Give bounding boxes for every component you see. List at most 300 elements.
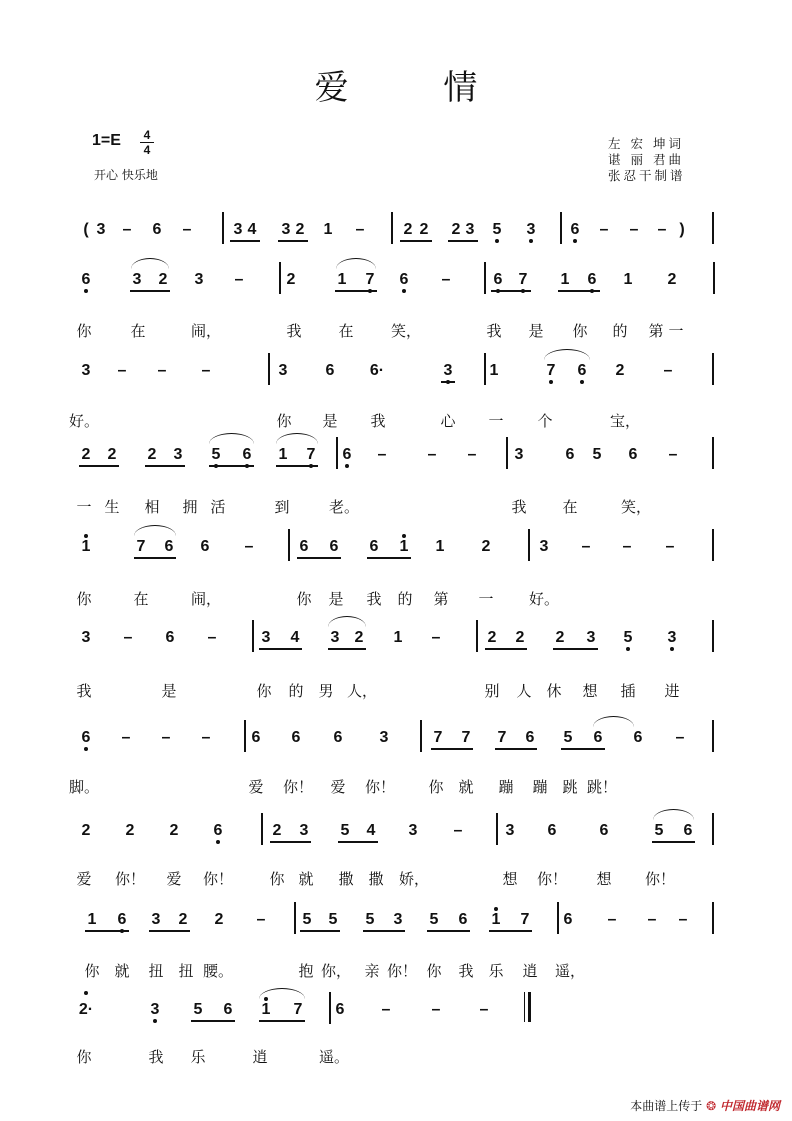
lyric-syllable: 蹦: [532, 778, 548, 796]
note: 3: [505, 822, 515, 839]
note: 3: [81, 362, 91, 379]
lyric-syllable: 在: [562, 498, 578, 516]
lyric-syllable: 好。: [529, 590, 560, 608]
note: 6: [335, 445, 359, 465]
note: 3: [96, 221, 106, 238]
bar-line: [560, 212, 562, 244]
lyric-syllable: 是: [328, 590, 344, 608]
note: 2: [515, 629, 525, 646]
note: 1: [623, 271, 633, 288]
beam-underline: [338, 841, 378, 843]
note: –: [431, 629, 441, 646]
note: 2: [451, 221, 461, 238]
lyric-syllable: 你: [76, 590, 92, 608]
note: 7: [299, 445, 323, 465]
lyric-syllable: 人，: [347, 682, 378, 700]
beam-underline: [652, 841, 695, 843]
note: 2: [272, 822, 282, 839]
lyric-syllable: 休: [546, 682, 562, 700]
note: 6: [563, 220, 587, 240]
note: 6: [547, 822, 557, 839]
note: –: [431, 1001, 441, 1018]
beam-underline: [335, 290, 377, 292]
note: 6: [152, 221, 162, 238]
note: 1: [337, 271, 347, 288]
lyric-syllable: 爱: [76, 870, 92, 888]
lyric-syllable: 男: [318, 682, 334, 700]
note: 6: [458, 911, 468, 928]
octave-dot-above: [402, 534, 406, 538]
note: 2·: [74, 1000, 98, 1020]
note: 3: [278, 362, 288, 379]
beam-underline: [85, 930, 129, 932]
note: –: [355, 221, 365, 238]
note: –: [647, 911, 657, 928]
note: 7: [358, 270, 382, 290]
note: –: [441, 271, 451, 288]
note: 1: [323, 221, 333, 238]
note: 3: [379, 729, 389, 746]
lyric-syllable: 一: [488, 412, 504, 430]
note: 1: [560, 271, 570, 288]
time-signature-bottom: 4: [143, 143, 151, 157]
note: 2: [419, 221, 429, 238]
lyric-syllable: 在: [133, 590, 149, 608]
bar-line: [268, 353, 270, 385]
octave-dot-above: [494, 907, 498, 911]
lyric-syllable: 老。: [329, 498, 360, 516]
beam-underline: [259, 1020, 305, 1022]
note: 3: [233, 221, 243, 238]
bar-line: [484, 262, 486, 294]
beam-underline: [278, 240, 308, 242]
lyric-syllable: 闹，: [191, 590, 222, 608]
note: 5: [592, 446, 602, 463]
lyric-syllable: 跳！: [587, 778, 618, 796]
octave-dot-above: [84, 991, 88, 995]
octave-dot-below: [549, 380, 553, 384]
note: –: [599, 221, 609, 238]
note: 6: [392, 270, 416, 290]
note: 3: [132, 271, 142, 288]
note: 2: [214, 911, 224, 928]
note: 2: [354, 629, 364, 646]
bar-line: [329, 992, 331, 1024]
beam-underline: [134, 557, 176, 559]
lyric-syllable: 我: [76, 682, 92, 700]
note: 7: [136, 538, 146, 555]
bar-line: [713, 262, 715, 294]
song-title: 爱 情: [314, 68, 520, 108]
beam-underline: [209, 465, 254, 467]
lyric-syllable: 你！: [115, 870, 146, 888]
lyric-syllable: 你: [84, 962, 100, 980]
note: 2: [555, 629, 565, 646]
lyric-syllable: 爱: [166, 870, 182, 888]
lyric-syllable: 蹦: [498, 778, 514, 796]
beam-underline: [485, 648, 527, 650]
lyric-syllable: 我: [148, 1048, 164, 1066]
note: 2: [147, 446, 157, 463]
note: –: [607, 911, 617, 928]
lyric-syllable: 你: [256, 682, 272, 700]
note: –: [234, 271, 244, 288]
bar-line: [336, 437, 338, 469]
slur-arc: [259, 988, 305, 999]
lyric-syllable: 你，: [321, 962, 352, 980]
beam-underline: [561, 748, 605, 750]
lyric-syllable: 是: [161, 682, 177, 700]
note: 3: [281, 221, 291, 238]
lyric-syllable: 你: [76, 1048, 92, 1066]
lyric-syllable: 逍: [522, 962, 538, 980]
beam-underline: [558, 290, 600, 292]
lyric-syllable: 你！: [203, 870, 234, 888]
beam-underline: [149, 930, 190, 932]
octave-dot-below: [529, 239, 533, 243]
note: 2: [169, 822, 179, 839]
beam-underline: [427, 930, 470, 932]
note: 2: [487, 629, 497, 646]
bar-line: [557, 902, 559, 934]
note: –: [117, 362, 127, 379]
lyric-syllable: 脚。: [69, 778, 100, 796]
slur-arc: [276, 433, 318, 444]
slur-arc: [134, 525, 176, 536]
beam-underline: [300, 930, 340, 932]
note: 3: [330, 629, 340, 646]
bar-line: [252, 620, 254, 652]
octave-dot-below: [216, 840, 220, 844]
slur-arc: [653, 809, 694, 820]
note: 6: [570, 361, 594, 381]
note: 3: [519, 220, 543, 240]
bar-line: [712, 620, 714, 652]
bar-line: [528, 529, 530, 561]
note: 3: [81, 629, 91, 646]
note: 2: [125, 822, 135, 839]
note: 3: [514, 446, 524, 463]
octave-dot-below: [670, 647, 674, 651]
lyric-syllable: 遥，: [555, 962, 586, 980]
note: 6: [299, 538, 309, 555]
lyric-syllable: 是: [322, 412, 338, 430]
lyric-syllable: 一: [76, 498, 92, 516]
slur-arc: [544, 349, 590, 360]
note: 3: [539, 538, 549, 555]
beam-underline: [191, 1020, 235, 1022]
lyric-syllable: 我: [366, 590, 382, 608]
lyric-syllable: 我: [286, 322, 302, 340]
bar-line: [712, 902, 714, 934]
key-signature: 1=E: [92, 132, 121, 149]
beam-underline: [367, 557, 411, 559]
lyric-syllable: 扭: [148, 962, 164, 980]
note: 6: [164, 538, 174, 555]
lyric-syllable: 第: [433, 590, 449, 608]
lyric-syllable: 闹，: [191, 322, 222, 340]
note: 6: [580, 270, 604, 290]
note: 2: [403, 221, 413, 238]
note: 6: [165, 629, 175, 646]
lyric-syllable: 你！: [365, 778, 396, 796]
time-signature: [140, 129, 154, 156]
note: –: [256, 911, 266, 928]
beam-underline: [145, 465, 185, 467]
note: 7: [293, 1001, 303, 1018]
note: 6: [333, 729, 343, 746]
beam-underline: [79, 465, 119, 467]
note: 1: [489, 362, 499, 379]
octave-dot-below: [495, 239, 499, 243]
note: 6: [206, 821, 230, 841]
lyric-syllable: 你: [428, 778, 444, 796]
note: 5: [654, 822, 664, 839]
note: (: [83, 221, 89, 238]
lyric-syllable: 心: [440, 412, 456, 430]
lyric-syllable: 到: [274, 498, 290, 516]
note: 2: [481, 538, 491, 555]
lyric-syllable: 想: [596, 870, 612, 888]
note: –: [122, 221, 132, 238]
note: –: [207, 629, 217, 646]
bar-line: [222, 212, 224, 244]
note: 6: [593, 729, 603, 746]
site-name: 中国曲谱网: [719, 1099, 780, 1113]
lyric-syllable: 一: [478, 590, 494, 608]
bar-line: [506, 437, 508, 469]
beam-underline: [270, 841, 311, 843]
note: –: [381, 1001, 391, 1018]
note: –: [622, 538, 632, 555]
octave-dot-below: [573, 239, 577, 243]
note: –: [663, 362, 673, 379]
beam-underline: [441, 381, 455, 383]
bar-line: [261, 813, 263, 845]
beam-underline: [448, 240, 478, 242]
note: 6: [335, 1001, 345, 1018]
lyric-syllable: 个: [537, 412, 553, 430]
note: 4: [247, 221, 257, 238]
site-logo-icon: ❂: [706, 1099, 717, 1113]
note: 3: [143, 1000, 167, 1020]
lyric-syllable: 你！: [645, 870, 676, 888]
beam-underline: [495, 748, 537, 750]
slur-arc: [209, 433, 254, 444]
note: 5: [429, 911, 439, 928]
bar-line: [279, 262, 281, 294]
beam-underline: [431, 748, 473, 750]
lyric-syllable: 就: [458, 778, 474, 796]
note: 6: [74, 270, 98, 290]
slur-arc: [336, 258, 376, 269]
note: –: [377, 446, 387, 463]
note: –: [157, 362, 167, 379]
note: 5: [204, 445, 228, 465]
bar-line: [294, 902, 296, 934]
note: 6: [563, 911, 573, 928]
slur-arc: [593, 716, 634, 727]
note: 4: [366, 822, 376, 839]
note: 5: [616, 628, 640, 648]
lyric-syllable: 想: [502, 870, 518, 888]
lyric-syllable: 一: [668, 322, 684, 340]
footer-upload-note: [630, 1097, 780, 1114]
lyric-syllable: 人: [516, 682, 532, 700]
octave-dot-below: [84, 747, 88, 751]
note: –: [668, 446, 678, 463]
note: 3: [408, 822, 418, 839]
note: 2: [286, 271, 296, 288]
lyric-syllable: 我: [486, 322, 502, 340]
note: 2: [81, 822, 91, 839]
lyric-syllable: 插: [620, 682, 636, 700]
lyric-syllable: 抱: [298, 962, 314, 980]
beam-underline: [400, 240, 432, 242]
note: –: [665, 538, 675, 555]
note: –: [629, 221, 639, 238]
octave-dot-above: [84, 534, 88, 538]
note: –: [244, 538, 254, 555]
lyric-syllable: 宝，: [610, 412, 641, 430]
note: 7: [539, 361, 563, 381]
note: –: [427, 446, 437, 463]
note: –: [453, 822, 463, 839]
note: 3: [261, 629, 271, 646]
lyric-syllable: 的: [397, 590, 413, 608]
note: 6: [291, 729, 301, 746]
beam-underline: [276, 465, 318, 467]
lyric-syllable: 笑，: [391, 322, 422, 340]
note: 7: [461, 729, 471, 746]
lyric-syllable: 亲: [364, 962, 380, 980]
note: 7: [433, 729, 443, 746]
lyric-syllable: 你: [296, 590, 312, 608]
note: 1: [392, 537, 416, 557]
note: 7: [520, 911, 530, 928]
note: 1: [74, 537, 98, 557]
lyric-syllable: 相: [144, 498, 160, 516]
footer-prefix: 本曲谱上传于: [630, 1099, 703, 1113]
lyric-syllable: 拥: [182, 498, 198, 516]
lyric-syllable: 想: [582, 682, 598, 700]
note: 6: [683, 822, 693, 839]
lyric-syllable: 乐: [190, 1048, 206, 1066]
lyric-syllable: 别: [484, 682, 500, 700]
bar-line: [288, 529, 290, 561]
note: 5: [193, 1001, 203, 1018]
slur-arc: [328, 616, 366, 627]
note: 7: [497, 729, 507, 746]
note: 6: [251, 729, 261, 746]
note: 5: [302, 911, 312, 928]
note: –: [123, 629, 133, 646]
lyric-syllable: 的: [612, 322, 628, 340]
note: 2: [81, 446, 91, 463]
beam-underline: [491, 290, 531, 292]
note: –: [182, 221, 192, 238]
lyric-syllable: 生: [104, 498, 120, 516]
note: 6: [110, 910, 134, 930]
octave-dot-below: [402, 289, 406, 293]
note: –: [121, 729, 131, 746]
note: 6: [325, 362, 335, 379]
note: 2: [158, 271, 168, 288]
lyric-syllable: 你！: [283, 778, 314, 796]
note: 4: [290, 629, 300, 646]
composer-credit: 谌 丽 君曲: [608, 152, 684, 167]
lyric-syllable: 你: [426, 962, 442, 980]
note: 5: [563, 729, 573, 746]
note: 2: [667, 271, 677, 288]
note: 2: [615, 362, 625, 379]
note: 6: [200, 538, 210, 555]
lyric-syllable: 在: [130, 322, 146, 340]
lyric-syllable: 我: [370, 412, 386, 430]
lyric-syllable: 你: [276, 412, 292, 430]
note: 1: [278, 446, 288, 463]
lyric-syllable: 遥。: [319, 1048, 350, 1066]
note: 1: [435, 538, 445, 555]
bar-line: [712, 212, 714, 244]
lyric-syllable: 娇，: [399, 870, 430, 888]
beam-underline: [130, 290, 170, 292]
lyric-syllable: 你！: [387, 962, 418, 980]
bar-line: [712, 529, 714, 561]
lyricist-credit: 左 宏 坤词: [608, 136, 684, 151]
lyric-syllable: 好。: [69, 412, 100, 430]
note: –: [201, 729, 211, 746]
note: 6: [565, 446, 575, 463]
note: 3: [436, 361, 460, 381]
lyric-syllable: 跳: [562, 778, 578, 796]
note: 6: [223, 1001, 233, 1018]
note: 3: [194, 271, 204, 288]
note: –: [581, 538, 591, 555]
beam-underline: [297, 557, 341, 559]
lyric-syllable: 扭: [178, 962, 194, 980]
note: 3: [393, 911, 403, 928]
lyric-syllable: 的: [288, 682, 304, 700]
bar-line: [391, 212, 393, 244]
lyric-syllable: 第: [648, 322, 664, 340]
note: 6: [486, 270, 510, 290]
octave-dot-below: [84, 289, 88, 293]
beam-underline: [553, 648, 598, 650]
lyric-syllable: 就: [298, 870, 314, 888]
note: 3: [151, 911, 161, 928]
note: 5: [340, 822, 350, 839]
lyric-syllable: 逍: [252, 1048, 268, 1066]
final-double-bar: [524, 992, 532, 1022]
lyric-syllable: 撒: [368, 870, 384, 888]
octave-dot-below: [153, 1019, 157, 1023]
lyric-syllable: 你: [269, 870, 285, 888]
note: 1: [393, 629, 403, 646]
octave-dot-below: [345, 464, 349, 468]
lyric-syllable: 乐: [488, 962, 504, 980]
note: 7: [511, 270, 535, 290]
bar-line: [420, 720, 422, 752]
lyric-syllable: 我: [511, 498, 527, 516]
lyric-syllable: 就: [114, 962, 130, 980]
note: 2: [178, 911, 188, 928]
note: 1: [254, 1000, 278, 1020]
time-signature-top: 4: [143, 128, 151, 142]
note: 5: [328, 911, 338, 928]
beam-underline: [230, 240, 260, 242]
note: 3: [465, 221, 475, 238]
